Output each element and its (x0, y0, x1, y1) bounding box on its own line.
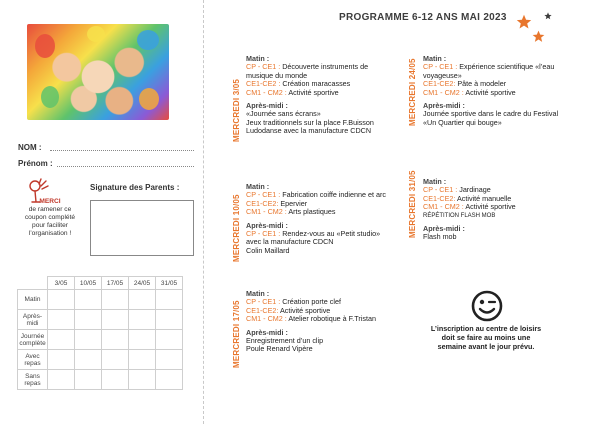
afternoon-label: Après-midi : (423, 224, 465, 234)
checkbox-cell[interactable] (102, 330, 129, 350)
activity-line: Enregistrement d’un clip (246, 336, 324, 346)
row-label: Journée complète (18, 330, 48, 350)
col-header: 3/05 (48, 277, 75, 290)
star-icon (532, 30, 545, 43)
activity-line: RÉPÉTITION FLASH MOB (423, 212, 496, 219)
signature-box[interactable] (90, 200, 194, 256)
checkbox-cell[interactable] (75, 310, 102, 330)
day-block-17-05 (246, 290, 406, 354)
star-icon (516, 14, 532, 30)
checkbox-cell[interactable] (156, 370, 183, 390)
checkbox-cell[interactable] (102, 310, 129, 330)
activity-line: voyageuse» (423, 70, 462, 80)
activity-line: CP - CE1 : Jardinage (423, 185, 491, 195)
checkbox-cell[interactable] (75, 330, 102, 350)
day-block-31-05 (423, 178, 588, 242)
activity-line: CE1-CE2: Pâte à modeler (423, 79, 507, 89)
checkbox-cell[interactable] (129, 330, 156, 350)
merci-word: MERCI (39, 198, 61, 205)
activity-line: CP - CE1 : Création porte clef (246, 297, 341, 307)
afternoon-label: Après-midi : (246, 327, 288, 337)
activity-line: CM1 - CM2 : Activité sportive (246, 87, 339, 97)
row-label: Matin (18, 290, 48, 310)
activity-line: CP - CE1 : Rendez-vous au «Petit studio» (246, 229, 381, 239)
day-label: MERCREDI 3/05 (232, 78, 241, 142)
morning-label: Matin : (246, 54, 270, 63)
col-header: 17/05 (102, 277, 129, 290)
activity-line: CE1-CE2: Activité manuelle (423, 193, 512, 203)
checkbox-cell[interactable] (156, 350, 183, 370)
activity-line: Flash mob (423, 232, 457, 242)
activity-line: CM1 - CM2 : Atelier robotique à F.Tristan (246, 314, 376, 324)
nom-label: NOM : (18, 143, 42, 152)
afternoon-label: Après-midi : (246, 101, 288, 111)
activity-line: Ludodanse avec la manufacture CDCN (246, 126, 372, 136)
registration-note: L’inscription au centre de loisirs doit se faire au moins une semaine avant le jour prévu. (430, 324, 542, 351)
day-block-24-05 (423, 55, 588, 127)
col-header: 31/05 (156, 277, 183, 290)
activity-line: CM1 - CM2 : Activité sportive (423, 87, 516, 97)
activity-line: «Un Quartier qui bouge» (423, 117, 502, 127)
activity-line: Journée sportive dans le cadre du Festival (423, 109, 559, 119)
activity-line: CP - CE1 : Expérience scientifique «l’eau (423, 62, 555, 72)
prenom-label: Prénom : (18, 159, 53, 168)
checkbox-cell[interactable] (75, 290, 102, 310)
activity-line: Colin Maillard (246, 245, 290, 255)
activity-line: avec la manufacture CDCN (246, 237, 334, 247)
row-label: Après-midi (18, 310, 48, 330)
checkbox-cell[interactable] (156, 290, 183, 310)
afternoon-label: Après-midi : (246, 220, 288, 230)
signature-label: Signature des Parents : (90, 183, 180, 192)
row-label: Avec repas (18, 350, 48, 370)
day-label: MERCREDI 17/05 (232, 300, 241, 368)
day-label: MERCREDI 10/05 (232, 194, 241, 262)
children-photo (27, 24, 169, 120)
checkbox-cell[interactable] (48, 330, 75, 350)
activity-line: «Journée sans écrans» (246, 109, 321, 119)
day-label: MERCREDI 31/05 (408, 170, 417, 238)
morning-label: Matin : (246, 289, 270, 298)
day-label: MERCREDI 24/05 (408, 58, 417, 126)
star-icon (544, 12, 552, 20)
fold-line (203, 0, 204, 424)
checkbox-cell[interactable] (129, 370, 156, 390)
checkbox-cell[interactable] (75, 350, 102, 370)
attendance-table (17, 276, 183, 390)
afternoon-label: Après-midi : (423, 101, 465, 111)
checkbox-cell[interactable] (102, 350, 129, 370)
day-block-10-05 (246, 183, 406, 255)
program-title: PROGRAMME 6-12 ANS MAI 2023 (339, 12, 507, 23)
activity-line: CM1 - CM2 : Activité sportive (423, 202, 516, 212)
activity-line: Jeux traditionnels sur la place F.Buisson (246, 117, 374, 127)
checkbox-cell[interactable] (129, 350, 156, 370)
day-block-3-05 (246, 55, 404, 136)
checkbox-cell[interactable] (102, 290, 129, 310)
morning-label: Matin : (246, 182, 270, 191)
merci-note (18, 198, 82, 238)
activity-line: musique du monde (246, 70, 308, 80)
table-corner (18, 277, 48, 290)
activity-line: CE1-CE2: Activité sportive (246, 305, 331, 315)
row-label: Sans repas (18, 370, 48, 390)
winking-smiley-icon (470, 289, 504, 323)
checkbox-cell[interactable] (129, 290, 156, 310)
col-header: 10/05 (75, 277, 102, 290)
activity-line: CE1-CE2: Epervier (246, 198, 308, 208)
checkbox-cell[interactable] (129, 310, 156, 330)
activity-line: CP - CE1 : Fabrication coiffe indienne et arc (246, 190, 386, 200)
activity-line: CE1-CE2 : Création maracasses (246, 79, 351, 89)
col-header: 24/05 (129, 277, 156, 290)
activity-line: CM1 - CM2 : Arts plastiques (246, 207, 336, 217)
checkbox-cell[interactable] (48, 370, 75, 390)
checkbox-cell[interactable] (48, 290, 75, 310)
checkbox-cell[interactable] (156, 330, 183, 350)
checkbox-cell[interactable] (48, 310, 75, 330)
checkbox-cell[interactable] (102, 370, 129, 390)
checkbox-cell[interactable] (75, 370, 102, 390)
nom-field[interactable] (50, 150, 194, 151)
activity-line: Poule Renard Vipère (246, 344, 313, 354)
morning-label: Matin : (423, 54, 447, 63)
activity-line: CP - CE1 : Découverte instruments de (246, 62, 369, 72)
checkbox-cell[interactable] (48, 350, 75, 370)
morning-label: Matin : (423, 177, 447, 186)
prenom-field[interactable] (57, 166, 194, 167)
merci-text: de ramener ce coupon complété pour faciliter l’organisation ! (24, 206, 76, 237)
checkbox-cell[interactable] (156, 310, 183, 330)
